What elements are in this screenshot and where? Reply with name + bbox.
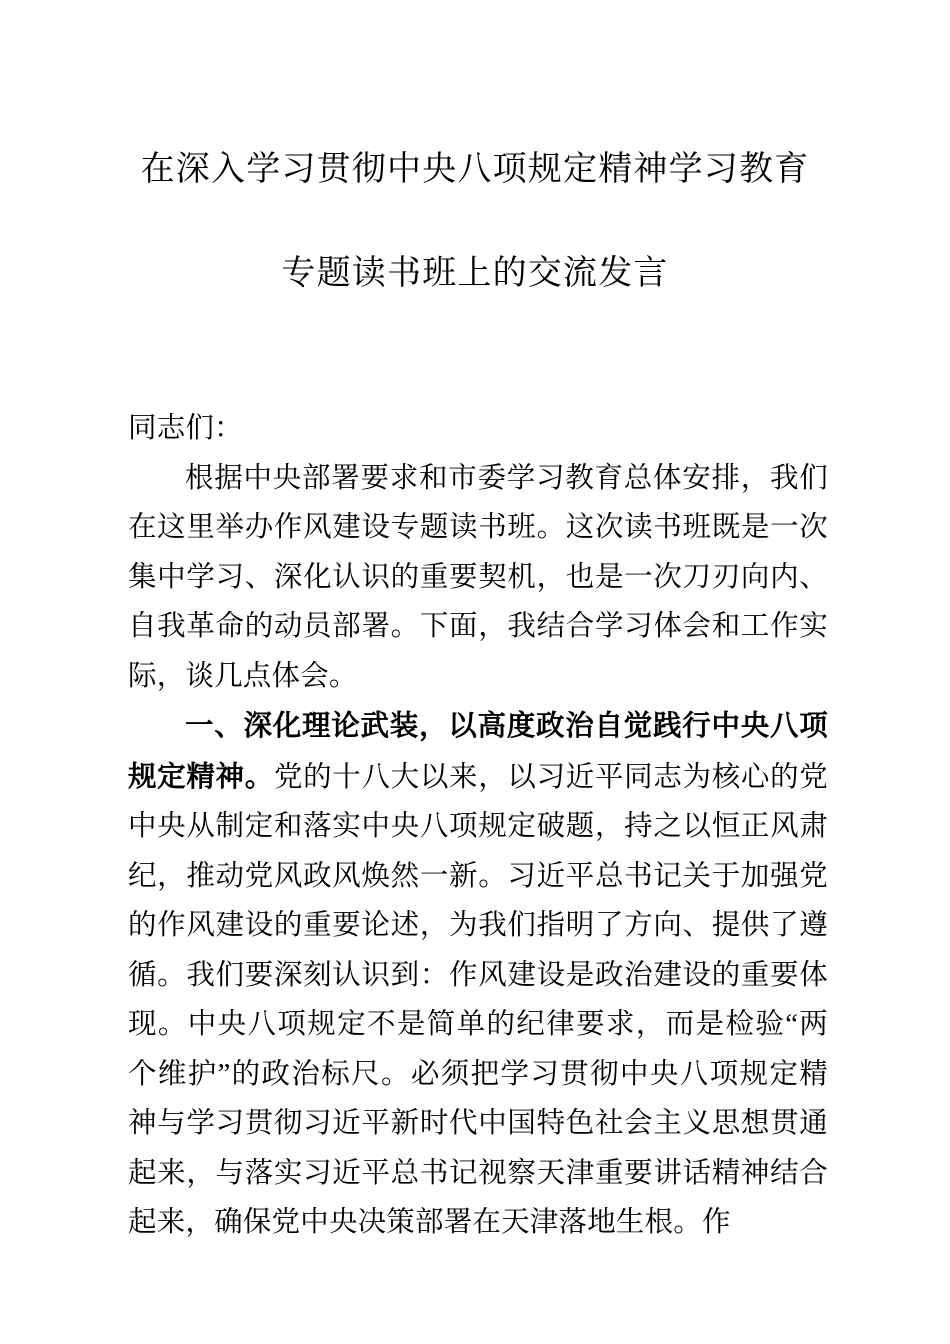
document-title-line-1: 在深入学习贯彻中央八项规定精神学习教育 bbox=[140, 151, 810, 188]
paragraph-section-one bbox=[128, 701, 828, 1248]
section-heading-one: 一、深化理论武装，以高度政治自觉践行中央八项规定精神。 bbox=[128, 709, 828, 793]
document-title bbox=[128, 118, 822, 326]
section-body-one: 党的十八大以来，以习近平同志为核心的党中央从制定和落实中央八项规定破题，持之以恒正风肃纪，推动党风政风焕然一新。习近平总书记关于加强党的作风建设的重要论述，为我们指明了方向、提供了遵循。我们要深刻认识到：作风建设是政治建设的重要体现。中央八项规定不是简单的纪律要求，而是检验“两个维护”的政治标尺。必须把学习贯彻中央八项规定精神与学习贯彻习近平新时代中国特色社会主义思想贯通起来，与落实习近平总书记视察天津重要讲话精神结合起来，确保党中央决策部署在天津落地生根。作 bbox=[128, 761, 828, 1238]
document-title-line-2: 专题读书班上的交流发言 bbox=[281, 255, 669, 292]
salutation: 同志们： bbox=[128, 413, 243, 444]
document-body bbox=[128, 404, 828, 1248]
paragraph-intro: 根据中央部署要求和市委学习教育总体安排，我们在这里举办作风建设专题读书班。这次读书班既是一次集中学习、深化认识的重要契机，也是一次刀刃向内、自我革命的动员部署。下面，我结合学习体会和工作实际，谈几点体会。 bbox=[128, 462, 828, 692]
